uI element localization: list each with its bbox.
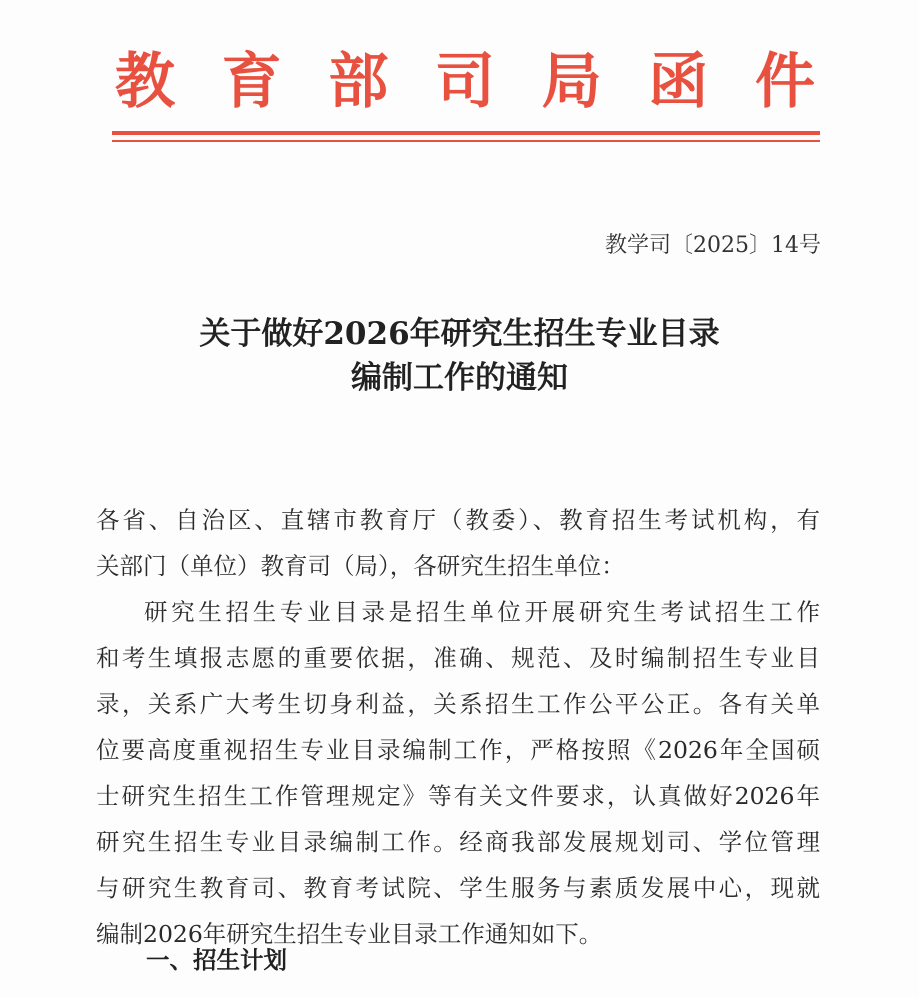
masthead-char: 函 — [648, 47, 709, 117]
masthead-char: 部 — [328, 47, 389, 117]
paragraph-line: 录，关系广大考生切身利益，关系招生工作公平公正。各有关单 — [96, 690, 820, 718]
masthead-char: 育 — [221, 47, 282, 117]
paragraph-line: 研究生招生专业目录是招生单位开展研究生考试招生工作 — [144, 598, 820, 626]
section-heading-1: 一、招生计划 — [146, 946, 287, 974]
title-line-1: 关于做好2026年研究生招生专业目录 — [199, 316, 720, 352]
paragraph-line: 研究生招生专业目录编制工作。经商我部发展规划司、学位管理 — [96, 828, 820, 856]
document-number: 教学司〔2025〕14号 — [605, 233, 821, 258]
paragraph-1 — [96, 589, 820, 957]
document-body — [96, 497, 820, 957]
paragraph-line: 位要高度重视招生专业目录编制工作，严格按照《2026年全国硕 — [96, 736, 820, 764]
paragraph-line: 与研究生教育司、教育考试院、学生服务与素质发展中心，现就 — [96, 874, 820, 902]
title-line-2: 编制工作的通知 — [351, 360, 568, 396]
masthead-char: 件 — [754, 47, 815, 117]
paragraph-line: 和考生填报志愿的重要依据，准确、规范、及时编制招生专业目 — [96, 644, 820, 672]
masthead-char: 教 — [115, 47, 175, 117]
addressee-line-2: 关部门（单位）教育司（局），各研究生招生单位： — [96, 552, 625, 580]
paragraph-line: 士研究生招生工作管理规定》等有关文件要求，认真做好2026年 — [96, 782, 820, 810]
paragraph-line: 编制2026年研究生招生专业目录工作通知如下。 — [96, 920, 603, 948]
masthead-rule-thin — [112, 140, 820, 142]
masthead-rule-thick — [112, 131, 820, 135]
masthead-char: 司 — [434, 47, 495, 117]
document-title — [0, 312, 919, 400]
masthead — [110, 42, 820, 117]
addressee — [96, 497, 820, 589]
addressee-line-1: 各省、自治区、直辖市教育厅（教委）、教育招生考试机构，有 — [96, 506, 820, 534]
masthead-char: 局 — [541, 47, 602, 117]
